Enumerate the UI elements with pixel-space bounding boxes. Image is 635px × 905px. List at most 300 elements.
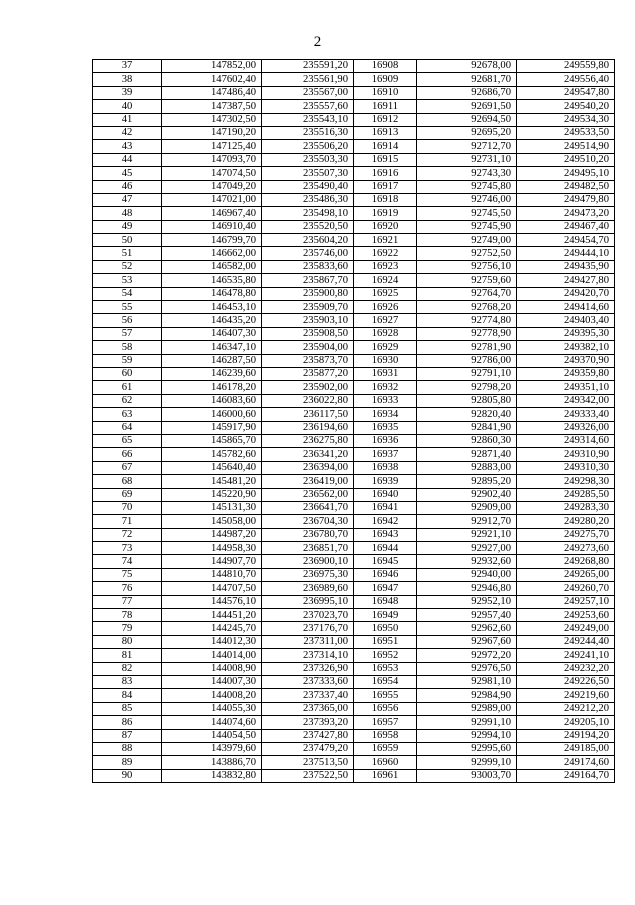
cell-point-number-2: 16936 bbox=[354, 434, 417, 447]
cell-x-coordinate-2: 92798,20 bbox=[417, 381, 517, 394]
cell-point-number: 80 bbox=[93, 635, 162, 648]
table-row bbox=[93, 247, 615, 260]
cell-point-number-2: 16948 bbox=[354, 595, 417, 608]
cell-y-coordinate-2: 249514,90 bbox=[517, 140, 615, 153]
cell-point-number: 65 bbox=[93, 434, 162, 447]
cell-x-coordinate-2: 92984,90 bbox=[417, 689, 517, 702]
table-row bbox=[93, 287, 615, 300]
cell-y-coordinate-2: 249510,20 bbox=[517, 153, 615, 166]
table-row bbox=[93, 555, 615, 568]
cell-point-number-2: 16946 bbox=[354, 568, 417, 581]
cell-y-coordinate-2: 249265,00 bbox=[517, 568, 615, 581]
cell-y-coordinate: 237513,50 bbox=[262, 756, 354, 769]
cell-point-number-2: 16920 bbox=[354, 220, 417, 233]
cell-x-coordinate-2: 92957,40 bbox=[417, 609, 517, 622]
cell-point-number-2: 16911 bbox=[354, 100, 417, 113]
cell-x-coordinate: 147190,20 bbox=[162, 126, 262, 139]
cell-point-number-2: 16952 bbox=[354, 649, 417, 662]
cell-x-coordinate-2: 92743,30 bbox=[417, 167, 517, 180]
cell-x-coordinate: 144987,20 bbox=[162, 528, 262, 541]
cell-x-coordinate-2: 92883,00 bbox=[417, 461, 517, 474]
cell-y-coordinate-2: 249420,70 bbox=[517, 287, 615, 300]
cell-y-coordinate-2: 249164,70 bbox=[517, 769, 615, 782]
table-row bbox=[93, 729, 615, 742]
table-row bbox=[93, 528, 615, 541]
cell-y-coordinate: 235567,00 bbox=[262, 86, 354, 99]
table-row bbox=[93, 341, 615, 354]
cell-x-coordinate: 144014,00 bbox=[162, 649, 262, 662]
cell-x-coordinate: 145131,30 bbox=[162, 501, 262, 514]
table-row bbox=[93, 461, 615, 474]
cell-x-coordinate: 143832,80 bbox=[162, 769, 262, 782]
cell-x-coordinate: 143979,60 bbox=[162, 742, 262, 755]
table-row bbox=[93, 207, 615, 220]
cell-y-coordinate-2: 249253,60 bbox=[517, 609, 615, 622]
table-row bbox=[93, 582, 615, 595]
table-row bbox=[93, 220, 615, 233]
cell-point-number: 51 bbox=[93, 247, 162, 260]
cell-x-coordinate-2: 92786,00 bbox=[417, 354, 517, 367]
cell-y-coordinate-2: 249533,50 bbox=[517, 126, 615, 139]
table-row bbox=[93, 180, 615, 193]
cell-y-coordinate: 235557,60 bbox=[262, 100, 354, 113]
cell-point-number: 85 bbox=[93, 702, 162, 715]
cell-x-coordinate: 144008,20 bbox=[162, 689, 262, 702]
cell-x-coordinate: 144055,30 bbox=[162, 702, 262, 715]
cell-x-coordinate-2: 92995,60 bbox=[417, 742, 517, 755]
cell-y-coordinate-2: 249273,60 bbox=[517, 542, 615, 555]
cell-point-number: 72 bbox=[93, 528, 162, 541]
cell-y-coordinate: 235604,20 bbox=[262, 234, 354, 247]
table-row bbox=[93, 113, 615, 126]
cell-point-number-2: 16916 bbox=[354, 167, 417, 180]
cell-y-coordinate-2: 249241,10 bbox=[517, 649, 615, 662]
cell-y-coordinate: 235903,10 bbox=[262, 314, 354, 327]
table-row bbox=[93, 274, 615, 287]
cell-y-coordinate-2: 249314,60 bbox=[517, 434, 615, 447]
cell-x-coordinate: 143886,70 bbox=[162, 756, 262, 769]
cell-y-coordinate-2: 249467,40 bbox=[517, 220, 615, 233]
table-row bbox=[93, 756, 615, 769]
cell-x-coordinate-2: 92902,40 bbox=[417, 488, 517, 501]
cell-x-coordinate: 147049,20 bbox=[162, 180, 262, 193]
cell-x-coordinate-2: 92805,80 bbox=[417, 394, 517, 407]
cell-point-number-2: 16930 bbox=[354, 354, 417, 367]
cell-point-number-2: 16941 bbox=[354, 501, 417, 514]
cell-point-number: 50 bbox=[93, 234, 162, 247]
cell-point-number-2: 16947 bbox=[354, 582, 417, 595]
cell-x-coordinate-2: 92678,00 bbox=[417, 60, 517, 73]
cell-x-coordinate: 146407,30 bbox=[162, 327, 262, 340]
cell-y-coordinate: 236641,70 bbox=[262, 501, 354, 514]
cell-y-coordinate: 236989,60 bbox=[262, 582, 354, 595]
cell-point-number-2: 16954 bbox=[354, 675, 417, 688]
cell-x-coordinate: 146453,10 bbox=[162, 301, 262, 314]
cell-point-number-2: 16955 bbox=[354, 689, 417, 702]
cell-x-coordinate: 145481,20 bbox=[162, 475, 262, 488]
cell-point-number-2: 16953 bbox=[354, 662, 417, 675]
cell-x-coordinate: 147602,40 bbox=[162, 73, 262, 86]
cell-point-number: 39 bbox=[93, 86, 162, 99]
cell-x-coordinate: 146535,80 bbox=[162, 274, 262, 287]
cell-point-number-2: 16918 bbox=[354, 193, 417, 206]
table-row bbox=[93, 73, 615, 86]
cell-y-coordinate: 235543,10 bbox=[262, 113, 354, 126]
cell-y-coordinate: 235877,20 bbox=[262, 367, 354, 380]
cell-x-coordinate-2: 92841,90 bbox=[417, 421, 517, 434]
cell-point-number-2: 16913 bbox=[354, 126, 417, 139]
cell-point-number-2: 16909 bbox=[354, 73, 417, 86]
cell-x-coordinate-2: 92712,70 bbox=[417, 140, 517, 153]
cell-point-number-2: 16925 bbox=[354, 287, 417, 300]
cell-x-coordinate-2: 92759,60 bbox=[417, 274, 517, 287]
cell-x-coordinate-2: 92791,10 bbox=[417, 367, 517, 380]
cell-y-coordinate: 236780,70 bbox=[262, 528, 354, 541]
cell-x-coordinate-2: 92921,10 bbox=[417, 528, 517, 541]
cell-x-coordinate-2: 92972,20 bbox=[417, 649, 517, 662]
table-row bbox=[93, 260, 615, 273]
cell-y-coordinate-2: 249285,50 bbox=[517, 488, 615, 501]
cell-y-coordinate: 235561,90 bbox=[262, 73, 354, 86]
cell-point-number-2: 16939 bbox=[354, 475, 417, 488]
cell-x-coordinate: 147093,70 bbox=[162, 153, 262, 166]
cell-x-coordinate-2: 92752,50 bbox=[417, 247, 517, 260]
cell-x-coordinate: 147125,40 bbox=[162, 140, 262, 153]
table-row bbox=[93, 327, 615, 340]
cell-point-number: 68 bbox=[93, 475, 162, 488]
cell-x-coordinate-2: 92778,90 bbox=[417, 327, 517, 340]
table-row bbox=[93, 86, 615, 99]
cell-point-number: 43 bbox=[93, 140, 162, 153]
cell-point-number-2: 16933 bbox=[354, 394, 417, 407]
cell-x-coordinate: 147302,50 bbox=[162, 113, 262, 126]
cell-x-coordinate-2: 92912,70 bbox=[417, 515, 517, 528]
cell-y-coordinate: 236851,70 bbox=[262, 542, 354, 555]
cell-point-number-2: 16942 bbox=[354, 515, 417, 528]
cell-y-coordinate-2: 249454,70 bbox=[517, 234, 615, 247]
cell-x-coordinate-2: 92981,10 bbox=[417, 675, 517, 688]
cell-x-coordinate-2: 92967,60 bbox=[417, 635, 517, 648]
cell-point-number: 61 bbox=[93, 381, 162, 394]
table-row bbox=[93, 408, 615, 421]
cell-y-coordinate: 237326,90 bbox=[262, 662, 354, 675]
cell-point-number-2: 16919 bbox=[354, 207, 417, 220]
cell-y-coordinate-2: 249232,20 bbox=[517, 662, 615, 675]
cell-y-coordinate: 236704,30 bbox=[262, 515, 354, 528]
cell-x-coordinate-2: 92860,30 bbox=[417, 434, 517, 447]
cell-point-number-2: 16926 bbox=[354, 301, 417, 314]
cell-point-number: 56 bbox=[93, 314, 162, 327]
cell-x-coordinate: 147852,00 bbox=[162, 60, 262, 73]
cell-point-number: 84 bbox=[93, 689, 162, 702]
cell-point-number-2: 16937 bbox=[354, 448, 417, 461]
table-row bbox=[93, 367, 615, 380]
cell-x-coordinate-2: 92756,10 bbox=[417, 260, 517, 273]
cell-point-number: 40 bbox=[93, 100, 162, 113]
cell-y-coordinate-2: 249298,30 bbox=[517, 475, 615, 488]
cell-x-coordinate-2: 92932,60 bbox=[417, 555, 517, 568]
cell-y-coordinate-2: 249333,40 bbox=[517, 408, 615, 421]
cell-y-coordinate-2: 249212,20 bbox=[517, 702, 615, 715]
cell-y-coordinate-2: 249473,20 bbox=[517, 207, 615, 220]
cell-x-coordinate-2: 92745,90 bbox=[417, 220, 517, 233]
cell-y-coordinate: 235873,70 bbox=[262, 354, 354, 367]
cell-point-number-2: 16934 bbox=[354, 408, 417, 421]
cell-y-coordinate: 235507,30 bbox=[262, 167, 354, 180]
cell-y-coordinate: 237333,60 bbox=[262, 675, 354, 688]
cell-y-coordinate-2: 249414,60 bbox=[517, 301, 615, 314]
cell-point-number-2: 16958 bbox=[354, 729, 417, 742]
cell-point-number: 66 bbox=[93, 448, 162, 461]
cell-x-coordinate: 147387,50 bbox=[162, 100, 262, 113]
cell-point-number: 47 bbox=[93, 193, 162, 206]
cell-x-coordinate-2: 92940,00 bbox=[417, 568, 517, 581]
cell-point-number-2: 16914 bbox=[354, 140, 417, 153]
cell-point-number: 87 bbox=[93, 729, 162, 742]
cell-y-coordinate-2: 249359,80 bbox=[517, 367, 615, 380]
cell-point-number: 86 bbox=[93, 716, 162, 729]
cell-x-coordinate: 144576,10 bbox=[162, 595, 262, 608]
cell-point-number: 67 bbox=[93, 461, 162, 474]
cell-x-coordinate: 146000,60 bbox=[162, 408, 262, 421]
cell-point-number: 73 bbox=[93, 542, 162, 555]
cell-y-coordinate: 236275,80 bbox=[262, 434, 354, 447]
cell-x-coordinate-2: 92694,50 bbox=[417, 113, 517, 126]
table-row bbox=[93, 60, 615, 73]
cell-x-coordinate: 147074,50 bbox=[162, 167, 262, 180]
cell-x-coordinate: 144245,70 bbox=[162, 622, 262, 635]
cell-y-coordinate-2: 249403,40 bbox=[517, 314, 615, 327]
cell-y-coordinate: 237023,70 bbox=[262, 609, 354, 622]
cell-point-number: 79 bbox=[93, 622, 162, 635]
table-row bbox=[93, 515, 615, 528]
cell-y-coordinate: 235498,10 bbox=[262, 207, 354, 220]
cell-point-number: 78 bbox=[93, 609, 162, 622]
cell-y-coordinate-2: 249556,40 bbox=[517, 73, 615, 86]
cell-y-coordinate-2: 249559,80 bbox=[517, 60, 615, 73]
cell-x-coordinate: 146478,80 bbox=[162, 287, 262, 300]
cell-point-number: 49 bbox=[93, 220, 162, 233]
cell-point-number-2: 16949 bbox=[354, 609, 417, 622]
cell-point-number-2: 16917 bbox=[354, 180, 417, 193]
cell-x-coordinate: 147486,40 bbox=[162, 86, 262, 99]
table-row bbox=[93, 354, 615, 367]
cell-point-number-2: 16915 bbox=[354, 153, 417, 166]
cell-point-number-2: 16959 bbox=[354, 742, 417, 755]
cell-point-number: 52 bbox=[93, 260, 162, 273]
cell-y-coordinate-2: 249444,10 bbox=[517, 247, 615, 260]
cell-x-coordinate: 146967,40 bbox=[162, 207, 262, 220]
cell-y-coordinate: 236975,30 bbox=[262, 568, 354, 581]
cell-y-coordinate-2: 249226,50 bbox=[517, 675, 615, 688]
cell-y-coordinate: 235902,00 bbox=[262, 381, 354, 394]
cell-y-coordinate-2: 249310,90 bbox=[517, 448, 615, 461]
cell-point-number: 45 bbox=[93, 167, 162, 180]
cell-point-number: 53 bbox=[93, 274, 162, 287]
table-row bbox=[93, 649, 615, 662]
cell-x-coordinate: 144012,30 bbox=[162, 635, 262, 648]
cell-y-coordinate-2: 249244,40 bbox=[517, 635, 615, 648]
table-row bbox=[93, 609, 615, 622]
cell-x-coordinate-2: 92695,20 bbox=[417, 126, 517, 139]
cell-x-coordinate: 146435,20 bbox=[162, 314, 262, 327]
cell-y-coordinate-2: 249351,10 bbox=[517, 381, 615, 394]
table-row bbox=[93, 381, 615, 394]
cell-y-coordinate-2: 249310,30 bbox=[517, 461, 615, 474]
cell-y-coordinate-2: 249249,00 bbox=[517, 622, 615, 635]
cell-y-coordinate-2: 249540,20 bbox=[517, 100, 615, 113]
table-row bbox=[93, 100, 615, 113]
cell-point-number: 71 bbox=[93, 515, 162, 528]
cell-x-coordinate-2: 92768,20 bbox=[417, 301, 517, 314]
cell-x-coordinate: 146178,20 bbox=[162, 381, 262, 394]
cell-point-number: 90 bbox=[93, 769, 162, 782]
cell-x-coordinate-2: 92749,00 bbox=[417, 234, 517, 247]
cell-point-number: 48 bbox=[93, 207, 162, 220]
cell-x-coordinate-2: 92895,20 bbox=[417, 475, 517, 488]
cell-y-coordinate-2: 249427,80 bbox=[517, 274, 615, 287]
cell-y-coordinate-2: 249260,70 bbox=[517, 582, 615, 595]
cell-y-coordinate: 237393,20 bbox=[262, 716, 354, 729]
cell-y-coordinate-2: 249185,00 bbox=[517, 742, 615, 755]
cell-point-number: 54 bbox=[93, 287, 162, 300]
cell-y-coordinate-2: 249219,60 bbox=[517, 689, 615, 702]
cell-y-coordinate: 237427,80 bbox=[262, 729, 354, 742]
cell-y-coordinate-2: 249547,80 bbox=[517, 86, 615, 99]
cell-point-number-2: 16961 bbox=[354, 769, 417, 782]
cell-x-coordinate: 145640,40 bbox=[162, 461, 262, 474]
cell-y-coordinate: 236022,80 bbox=[262, 394, 354, 407]
cell-y-coordinate-2: 249283,30 bbox=[517, 501, 615, 514]
cell-point-number: 70 bbox=[93, 501, 162, 514]
table-row bbox=[93, 314, 615, 327]
cell-point-number: 69 bbox=[93, 488, 162, 501]
cell-y-coordinate: 236194,60 bbox=[262, 421, 354, 434]
cell-point-number: 88 bbox=[93, 742, 162, 755]
cell-y-coordinate-2: 249479,80 bbox=[517, 193, 615, 206]
cell-point-number-2: 16927 bbox=[354, 314, 417, 327]
cell-point-number: 60 bbox=[93, 367, 162, 380]
cell-y-coordinate-2: 249342,00 bbox=[517, 394, 615, 407]
cell-x-coordinate: 144451,20 bbox=[162, 609, 262, 622]
cell-y-coordinate: 237479,20 bbox=[262, 742, 354, 755]
coordinates-table bbox=[92, 59, 615, 783]
cell-y-coordinate: 236900,10 bbox=[262, 555, 354, 568]
cell-point-number: 57 bbox=[93, 327, 162, 340]
cell-point-number: 81 bbox=[93, 649, 162, 662]
table-row bbox=[93, 301, 615, 314]
cell-x-coordinate-2: 92781,90 bbox=[417, 341, 517, 354]
table-row bbox=[93, 742, 615, 755]
cell-x-coordinate-2: 92686,70 bbox=[417, 86, 517, 99]
cell-y-coordinate-2: 249205,10 bbox=[517, 716, 615, 729]
cell-x-coordinate: 146083,60 bbox=[162, 394, 262, 407]
cell-x-coordinate: 144008,90 bbox=[162, 662, 262, 675]
cell-point-number: 74 bbox=[93, 555, 162, 568]
cell-point-number-2: 16960 bbox=[354, 756, 417, 769]
cell-point-number-2: 16932 bbox=[354, 381, 417, 394]
cell-point-number-2: 16940 bbox=[354, 488, 417, 501]
cell-x-coordinate: 146287,50 bbox=[162, 354, 262, 367]
cell-point-number: 37 bbox=[93, 60, 162, 73]
cell-x-coordinate-2: 92745,80 bbox=[417, 180, 517, 193]
cell-y-coordinate: 235520,50 bbox=[262, 220, 354, 233]
cell-point-number-2: 16929 bbox=[354, 341, 417, 354]
cell-x-coordinate-2: 92871,40 bbox=[417, 448, 517, 461]
table-row bbox=[93, 635, 615, 648]
table-row bbox=[93, 689, 615, 702]
cell-point-number: 75 bbox=[93, 568, 162, 581]
cell-point-number: 59 bbox=[93, 354, 162, 367]
cell-x-coordinate-2: 92745,50 bbox=[417, 207, 517, 220]
cell-x-coordinate-2: 92976,50 bbox=[417, 662, 517, 675]
cell-y-coordinate-2: 249326,00 bbox=[517, 421, 615, 434]
cell-x-coordinate: 146910,40 bbox=[162, 220, 262, 233]
table-row bbox=[93, 421, 615, 434]
cell-point-number-2: 16938 bbox=[354, 461, 417, 474]
cell-point-number: 76 bbox=[93, 582, 162, 595]
cell-point-number-2: 16951 bbox=[354, 635, 417, 648]
cell-point-number: 38 bbox=[93, 73, 162, 86]
cell-x-coordinate: 145865,70 bbox=[162, 434, 262, 447]
cell-point-number-2: 16928 bbox=[354, 327, 417, 340]
cell-point-number: 77 bbox=[93, 595, 162, 608]
cell-y-coordinate-2: 249174,60 bbox=[517, 756, 615, 769]
cell-point-number-2: 16922 bbox=[354, 247, 417, 260]
cell-point-number-2: 16908 bbox=[354, 60, 417, 73]
cell-y-coordinate: 237365,00 bbox=[262, 702, 354, 715]
cell-x-coordinate: 144958,30 bbox=[162, 542, 262, 555]
cell-y-coordinate: 235591,20 bbox=[262, 60, 354, 73]
cell-y-coordinate: 235833,60 bbox=[262, 260, 354, 273]
cell-x-coordinate-2: 92774,80 bbox=[417, 314, 517, 327]
cell-y-coordinate-2: 249495,10 bbox=[517, 167, 615, 180]
cell-y-coordinate: 235746,00 bbox=[262, 247, 354, 260]
table-row bbox=[93, 193, 615, 206]
cell-y-coordinate: 236419,00 bbox=[262, 475, 354, 488]
cell-point-number: 44 bbox=[93, 153, 162, 166]
cell-point-number-2: 16957 bbox=[354, 716, 417, 729]
table-row bbox=[93, 662, 615, 675]
cell-point-number-2: 16921 bbox=[354, 234, 417, 247]
cell-point-number-2: 16956 bbox=[354, 702, 417, 715]
cell-x-coordinate-2: 92746,00 bbox=[417, 193, 517, 206]
table-row bbox=[93, 234, 615, 247]
cell-y-coordinate: 235486,30 bbox=[262, 193, 354, 206]
cell-point-number: 58 bbox=[93, 341, 162, 354]
page-number: 2 bbox=[313, 34, 322, 50]
table-row bbox=[93, 716, 615, 729]
cell-x-coordinate-2: 92991,10 bbox=[417, 716, 517, 729]
cell-y-coordinate: 236562,00 bbox=[262, 488, 354, 501]
table-row bbox=[93, 140, 615, 153]
cell-x-coordinate-2: 92952,10 bbox=[417, 595, 517, 608]
cell-x-coordinate-2: 92927,00 bbox=[417, 542, 517, 555]
table-row bbox=[93, 126, 615, 139]
cell-x-coordinate: 145058,00 bbox=[162, 515, 262, 528]
cell-x-coordinate-2: 92681,70 bbox=[417, 73, 517, 86]
cell-y-coordinate: 237522,50 bbox=[262, 769, 354, 782]
table-row bbox=[93, 568, 615, 581]
table-row bbox=[93, 702, 615, 715]
cell-y-coordinate: 235867,70 bbox=[262, 274, 354, 287]
cell-x-coordinate: 144810,70 bbox=[162, 568, 262, 581]
cell-y-coordinate: 236117,50 bbox=[262, 408, 354, 421]
cell-x-coordinate: 144074,60 bbox=[162, 716, 262, 729]
table-row bbox=[93, 167, 615, 180]
cell-x-coordinate-2: 92994,10 bbox=[417, 729, 517, 742]
cell-y-coordinate-2: 249268,80 bbox=[517, 555, 615, 568]
